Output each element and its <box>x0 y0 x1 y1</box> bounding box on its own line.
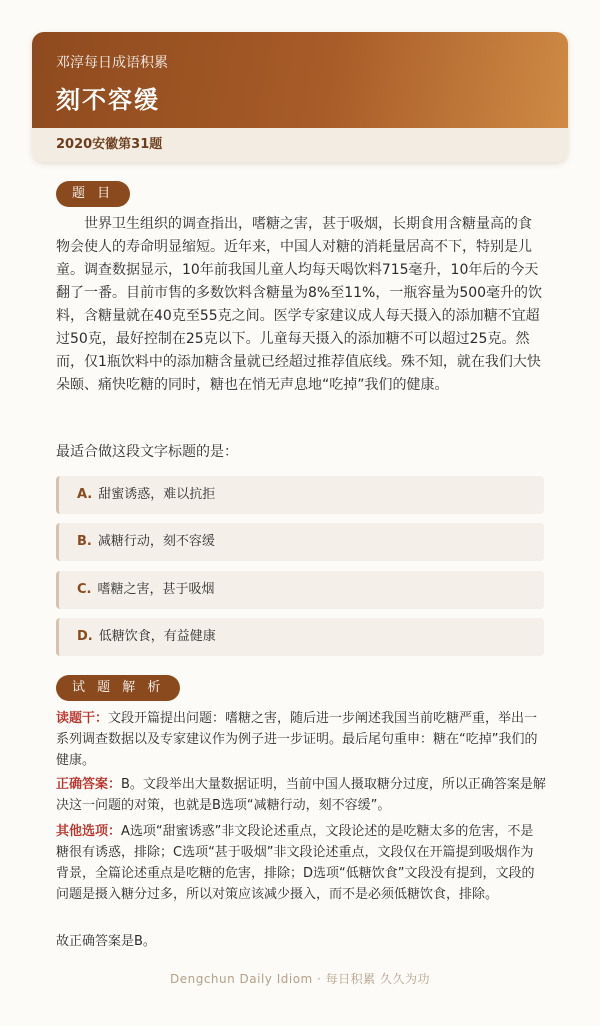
question-section-label: 题 目 <box>56 181 130 207</box>
option-key: C. <box>77 582 92 597</box>
option-b[interactable] <box>56 523 544 561</box>
footer-tagline: Dengchun Daily Idiom · 每日积累 久久为功 <box>169 972 431 986</box>
analysis-answer-text: B。文段举出大量数据证明，当前中国人摄取糖分过度，所以正确答案是解决这一问题的对策，也就是B选项“减糖行动，刻不容缓”。 <box>56 777 546 813</box>
header-subtitle: 邓淳每日成语积累 <box>56 55 168 71</box>
header-banner <box>32 32 568 128</box>
option-text: 甜蜜诱惑，难以抗拒 <box>98 487 216 502</box>
idiom-title: 刻不容缓 <box>56 86 160 114</box>
option-c[interactable] <box>56 571 544 609</box>
analysis-answer-label: 正确答案： <box>56 777 122 792</box>
analysis-stem-text: 文段开篇提出问题：嗜糖之害，随后进一步阐述我国当前吃糖严重，举出一系列调查数据以及专家建议作为例子进一步证明。最后尾句重申：糖在“吃掉”我们的健康。 <box>56 711 538 768</box>
analysis-stem <box>56 708 546 771</box>
question-source: 2020安徽第31题 <box>32 128 568 162</box>
analysis-other-label: 其他选项： <box>56 824 122 839</box>
question-prompt: 最适合做这段文字标题的是： <box>56 444 238 460</box>
analysis-other-text: A选项“甜蜜诱惑”非文段论述重点，文段论述的是吃糖太多的危害，不是糖很有诱惑，排除；C选项“甚于吸烟”非文段论述重点，文段仅在开篇提到吸烟作为背景，全篇论述重点是吃糖的危害，排除；D选项“低糖饮食”文段没有提到，文段的问题是摄入糖分过多，所以对策应该减少摄入，而不是必须低糖饮食，排除。 <box>56 824 535 902</box>
option-text: 嗜糖之害，甚于吸烟 <box>97 582 215 597</box>
analysis-stem-label: 读题干： <box>56 711 109 726</box>
option-key: A. <box>77 487 93 502</box>
analysis-answer <box>56 774 546 816</box>
option-key: B. <box>77 534 92 549</box>
analysis-section-label: 试 题 解 析 <box>56 675 180 701</box>
option-key: D. <box>77 629 93 644</box>
analysis-conclusion: 故正确答案是B。 <box>56 934 156 949</box>
option-d[interactable] <box>56 618 544 656</box>
option-a[interactable] <box>56 476 544 514</box>
option-text: 低糖饮食，有益健康 <box>98 629 216 644</box>
option-text: 减糖行动，刻不容缓 <box>97 534 215 549</box>
header-card <box>32 32 568 162</box>
question-passage: 世界卫生组织的调查指出，嗜糖之害，甚于吸烟，长期食用含糖量高的食物会使人的寿命明显缩短。近年来，中国人对糖的消耗量居高不下，特别是儿童。调查数据显示，10年前我国儿童人均每天喝饮料715毫升，10年后的今天翻了一番。目前市售的多数饮料含糖量为8%至11%，一瓶容量为500毫升的饮料，含糖量就在40克至55克之间。医学专家建议成人每天摄入的添加糖不宜超过50克，最好控制在25克以下。儿童每天摄入的添加糖不可以超过25克。然而，仅1瓶饮料中的添加糖含量就已经超过推荐值底线。殊不知，就在我们大快朵颐、痛快吃糖的同时，糖也在悄无声息地“吃掉”我们的健康。 <box>56 216 543 393</box>
analysis-other-options <box>56 821 546 905</box>
